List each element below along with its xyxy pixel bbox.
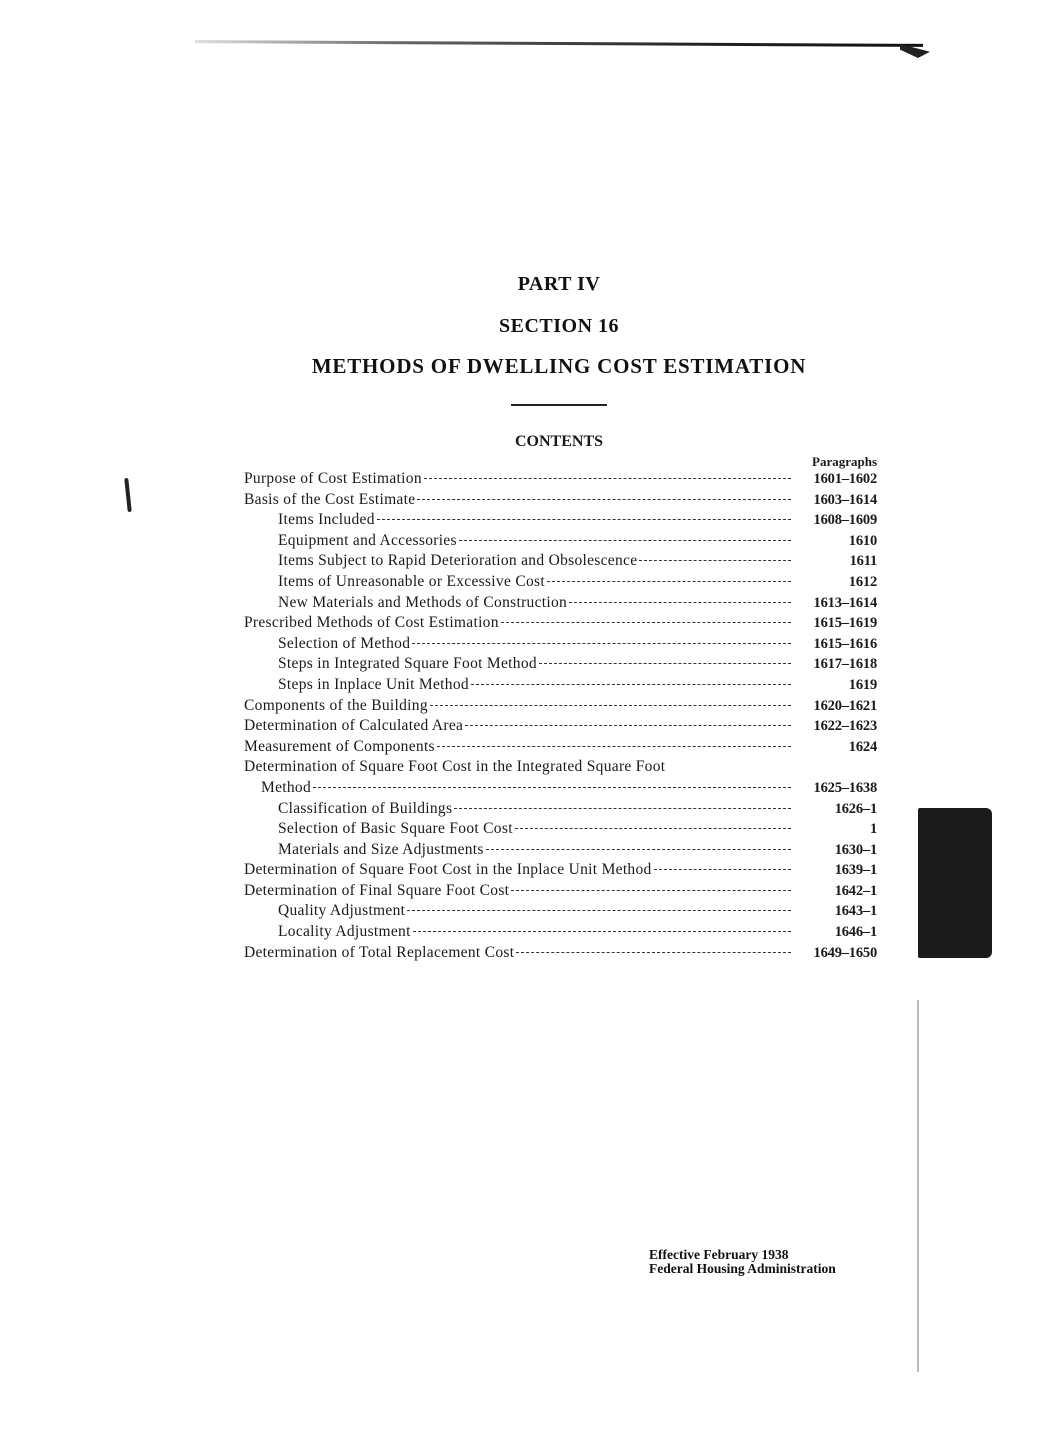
- toc-entry-paragraphs: 1646–1: [834, 924, 877, 941]
- toc-entry: [244, 510, 877, 531]
- part-heading: PART IV: [517, 273, 601, 295]
- toc-entry-paragraphs: 1612: [848, 573, 877, 590]
- toc-entry: [244, 531, 877, 552]
- toc-entry: [244, 551, 877, 572]
- toc-dot-leader: [501, 622, 791, 623]
- toc-dot-leader: [465, 725, 791, 726]
- toc-dot-leader: [454, 808, 791, 809]
- toc-entry: [244, 901, 877, 922]
- toc-entry-label: Items Subject to Rapid Deterioration and Obsolescence: [278, 552, 638, 570]
- toc-entry: [244, 696, 877, 717]
- paragraphs-column-header: Paragraphs: [812, 454, 877, 469]
- toc-dot-leader: [437, 746, 791, 747]
- toc-entry: [244, 716, 877, 737]
- toc-entry-paragraphs: 1603–1614: [813, 491, 877, 508]
- toc-dot-leader: [430, 705, 791, 706]
- toc-dot-leader: [515, 828, 791, 829]
- toc-dot-leader: [459, 540, 791, 541]
- toc-entry-label: Steps in Integrated Square Foot Method: [278, 655, 537, 673]
- table-of-contents: [244, 469, 877, 963]
- section-heading: SECTION 16: [498, 315, 620, 337]
- toc-entry: [244, 490, 877, 511]
- toc-entry: [244, 757, 877, 778]
- toc-dot-leader: [413, 931, 791, 932]
- toc-entry: [244, 943, 877, 964]
- margin-mark: [124, 478, 132, 512]
- toc-entry-label: Quality Adjustment: [278, 902, 406, 920]
- toc-entry-label: Items Included: [278, 511, 375, 529]
- toc-entry: [244, 881, 877, 902]
- toc-entry-label: Items of Unreasonable or Excessive Cost: [278, 572, 545, 590]
- toc-entry: [244, 572, 877, 593]
- toc-entry-paragraphs: 1643–1: [834, 903, 877, 920]
- toc-entry: [244, 819, 877, 840]
- footer-effective-date: Effective February 1938: [649, 1247, 789, 1262]
- top-edge-rule: [195, 40, 923, 47]
- toc-entry-paragraphs: 1625–1638: [813, 779, 877, 796]
- toc-entry: [244, 840, 877, 861]
- toc-entry-label: Selection of Basic Square Foot Cost: [278, 820, 513, 838]
- toc-entry: [244, 654, 877, 675]
- toc-dot-leader: [486, 849, 791, 850]
- toc-entry-label: Materials and Size Adjustments: [278, 840, 484, 858]
- toc-entry-label: Components of the Building: [244, 696, 428, 714]
- toc-entry-label: Basis of the Cost Estimate: [244, 490, 416, 508]
- toc-entry-paragraphs: 1619: [848, 676, 877, 693]
- toc-dot-leader: [417, 499, 791, 500]
- toc-dot-leader: [639, 560, 791, 561]
- toc-entry-paragraphs: 1622–1623: [813, 718, 877, 735]
- toc-dot-leader: [313, 787, 791, 788]
- footer-note: [649, 1248, 836, 1276]
- toc-entry: [244, 634, 877, 655]
- toc-dot-leader: [511, 890, 791, 891]
- toc-entry: [244, 922, 877, 943]
- toc-entry-paragraphs: 1639–1: [834, 862, 877, 879]
- toc-entry-paragraphs: 1642–1: [834, 882, 877, 899]
- page-edge-shadow: [917, 1000, 919, 1372]
- toc-entry-paragraphs: 1630–1: [834, 841, 877, 858]
- toc-entry-label: Determination of Calculated Area: [244, 717, 464, 735]
- toc-dot-leader: [424, 478, 791, 479]
- toc-entry-label: Equipment and Accessories: [278, 531, 457, 549]
- toc-entry-label: Selection of Method: [278, 634, 411, 652]
- toc-entry-label: Locality Adjustment: [278, 923, 411, 941]
- toc-entry-paragraphs: 1624: [848, 738, 877, 755]
- toc-entry: [244, 737, 877, 758]
- toc-entry: [244, 860, 877, 881]
- toc-entry-label: Determination of Square Foot Cost in the Integrated Square Foot: [244, 758, 666, 776]
- toc-entry-paragraphs: 1601–1602: [813, 471, 877, 487]
- toc-entry-paragraphs: 1626–1: [834, 800, 877, 817]
- toc-entry-paragraphs: 1615–1619: [813, 615, 877, 632]
- toc-entry: [244, 799, 877, 820]
- toc-dot-leader: [377, 519, 791, 520]
- toc-entry-paragraphs: 1611: [849, 553, 877, 570]
- page-tab-marker: [918, 808, 992, 958]
- toc-dot-leader: [516, 952, 791, 953]
- toc-entry-label: Determination of Square Foot Cost in the Inplace Unit Method: [244, 861, 652, 879]
- footer-agency: Federal Housing Administration: [649, 1261, 836, 1276]
- toc-entry-paragraphs: 1: [869, 821, 877, 838]
- toc-entry-paragraphs: 1615–1616: [813, 635, 877, 652]
- toc-entry-label: New Materials and Methods of Construction: [278, 593, 568, 611]
- toc-entry: [244, 593, 877, 614]
- contents-heading: CONTENTS: [514, 433, 604, 450]
- toc-entry-label: Determination of Final Square Foot Cost: [244, 881, 510, 899]
- toc-dot-leader: [547, 581, 791, 582]
- title-divider: [511, 404, 607, 406]
- toc-dot-leader: [569, 602, 791, 603]
- toc-entry-label: Method: [261, 778, 312, 796]
- toc-entry: [244, 778, 877, 799]
- toc-dot-leader: [407, 910, 791, 911]
- toc-entry-label: Purpose of Cost Estimation: [244, 470, 422, 487]
- toc-entry-paragraphs: 1610: [848, 532, 877, 549]
- toc-entry: [244, 675, 877, 696]
- toc-entry-label: Classification of Buildings: [278, 799, 453, 817]
- toc-entry: [244, 613, 877, 634]
- toc-entry-paragraphs: 1620–1621: [813, 697, 877, 714]
- toc-dot-leader: [654, 869, 791, 870]
- toc-entry-paragraphs: 1613–1614: [813, 594, 877, 611]
- toc-entry-label: Prescribed Methods of Cost Estimation: [244, 614, 499, 632]
- toc-entry-paragraphs: 1608–1609: [813, 512, 877, 529]
- toc-entry-label: Steps in Inplace Unit Method: [278, 675, 469, 693]
- toc-entry-label: Measurement of Components: [244, 737, 435, 755]
- toc-dot-leader: [412, 643, 791, 644]
- toc-dot-leader: [539, 663, 791, 664]
- toc-entry-paragraphs: 1649–1650: [813, 944, 877, 961]
- toc-entry-paragraphs: 1617–1618: [813, 656, 877, 673]
- toc-entry-label: Determination of Total Replacement Cost: [244, 943, 515, 961]
- page-title: METHODS OF DWELLING COST ESTIMATION: [311, 354, 807, 378]
- toc-dot-leader: [471, 684, 791, 685]
- toc-entry: [244, 469, 877, 490]
